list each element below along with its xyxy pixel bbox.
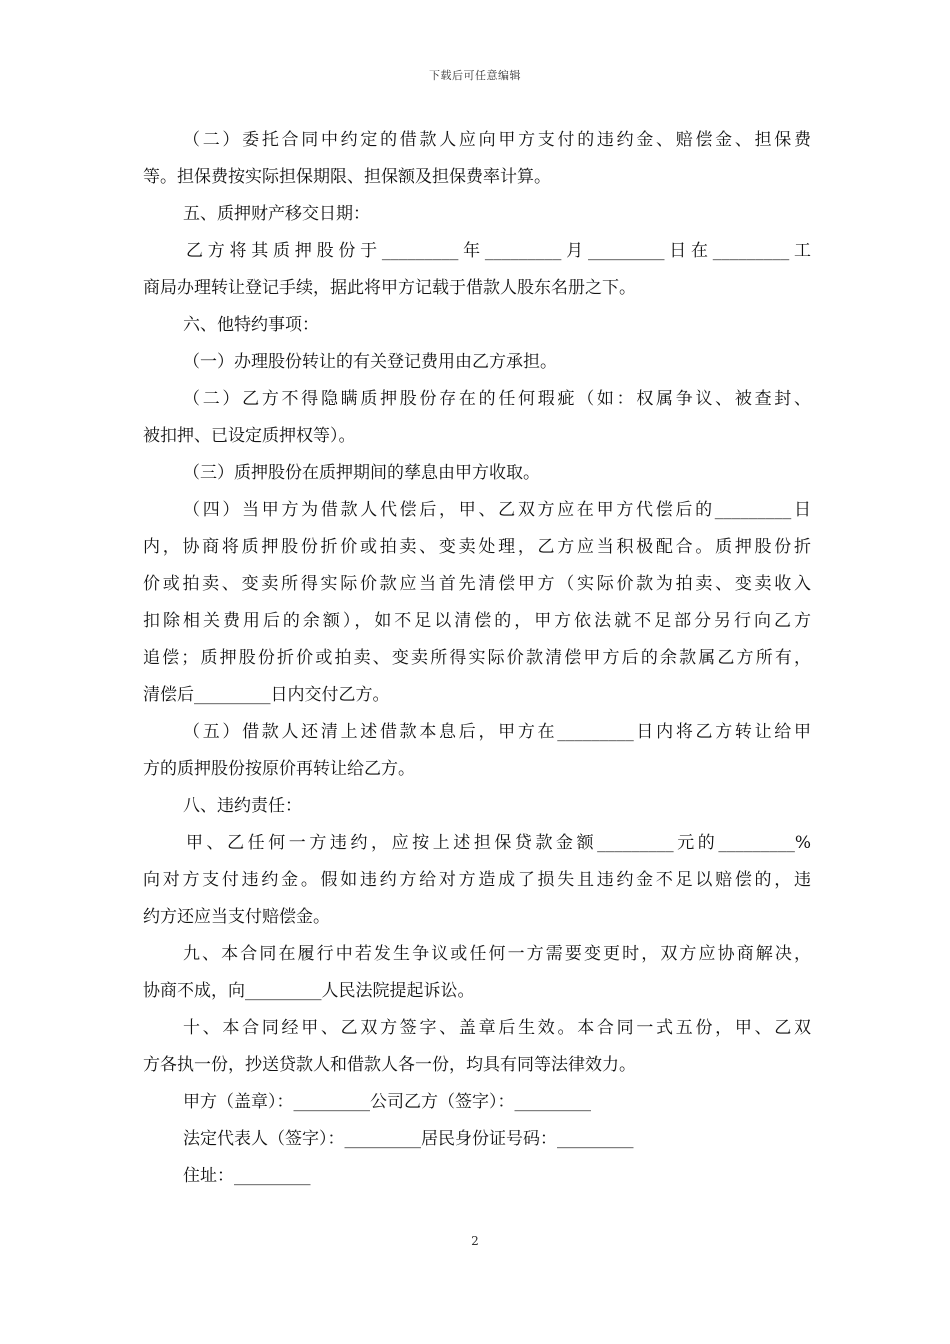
section-heading: 六、他特约事项： — [183, 315, 319, 335]
paragraph-line: 商局办理转让登记手续，据此将甲方记载于借款人股东名册之下。 — [143, 278, 636, 298]
signature-line-representative: 法定代表人（签字）：_________居民身份证号码：_________ — [183, 1129, 634, 1149]
paragraph-line: （五）借款人还清上述借款本息后，甲方在_________日内将乙方转让给甲 — [183, 722, 811, 742]
paragraph-line: （二）乙方不得隐瞒质押股份存在的任何瑕疵（如：权属争议、被查封、 — [183, 389, 811, 409]
paragraph-line: 清偿后_________日内交付乙方。 — [143, 685, 390, 705]
address-line: 住址：_________ — [183, 1166, 311, 1186]
page-header: 下载后可任意编辑 — [429, 69, 521, 82]
paragraph-line: 十、本合同经甲、乙双方签字、盖章后生效。本合同一式五份，甲、乙双 — [183, 1018, 811, 1038]
page-number: 2 — [471, 1234, 479, 1248]
paragraph-line: 乙方将其质押股份于_________年_________月_________日在_________工 — [186, 241, 811, 261]
paragraph-line: 扣除相关费用后的余额），如不足以清偿的，甲方依法就不足部分另行向乙方 — [143, 611, 811, 631]
paragraph-line: （一）办理股份转让的有关登记费用由乙方承担。 — [183, 352, 557, 372]
paragraph-line: 内，协商将质押股份折价或拍卖、变卖处理，乙方应当积极配合。质押股份折 — [143, 537, 811, 557]
signature-line-party-a: 甲方（盖章）：_________公司乙方（签字）：_________ — [183, 1092, 591, 1112]
paragraph-line: 价或拍卖、变卖所得实际价款应当首先清偿甲方（实际价款为拍卖、变卖收入 — [143, 574, 811, 594]
paragraph-line: 等。担保费按实际担保期限、担保额及担保费率计算。 — [143, 167, 551, 187]
paragraph-line: 方的质押股份按原价再转让给乙方。 — [143, 759, 415, 779]
paragraph-line: 被扣押、已设定质押权等）。 — [143, 426, 356, 446]
paragraph-line: 追偿；质押股份折价或拍卖、变卖所得实际价款清偿甲方后的余款属乙方所有， — [143, 648, 811, 668]
paragraph-line: 方各执一份，抄送贷款人和借款人各一份，均具有同等法律效力。 — [143, 1055, 636, 1075]
paragraph-line: （二）委托合同中约定的借款人应向甲方支付的违约金、赔偿金、担保费 — [183, 130, 811, 150]
paragraph-line: 甲、乙任何一方违约，应按上述担保贷款金额_________元的_________% — [186, 833, 811, 853]
paragraph-line: 九、本合同在履行中若发生争议或任何一方需要变更时，双方应协商解决， — [183, 944, 811, 964]
paragraph-line: 协商不成，向_________人民法院提起诉讼。 — [143, 981, 475, 1001]
section-heading: 五、质押财产移交日期： — [183, 204, 370, 224]
section-heading: 八、违约责任： — [183, 796, 302, 816]
paragraph-line: （四）当甲方为借款人代偿后，甲、乙双方应在甲方代偿后的_________日 — [183, 500, 811, 520]
document-body — [143, 122, 811, 1195]
paragraph-line: 约方还应当支付赔偿金。 — [143, 907, 330, 927]
paragraph-line: （三）质押股份在质押期间的孳息由甲方收取。 — [183, 463, 540, 483]
paragraph-line: 向对方支付违约金。假如违约方给对方造成了损失且违约金不足以赔偿的，违 — [143, 870, 811, 890]
